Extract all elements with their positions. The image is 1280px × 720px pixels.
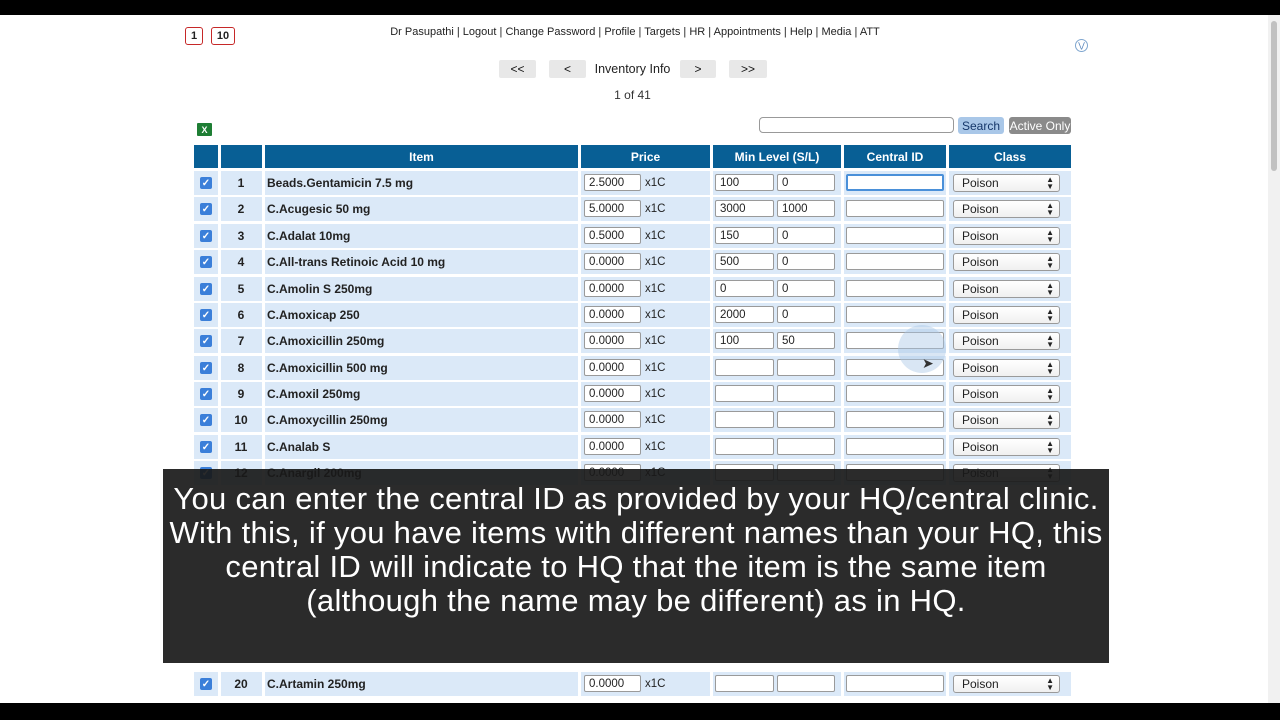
item-name: C.Amoxicillin 500 mg xyxy=(267,361,388,375)
min-level-s-input[interactable] xyxy=(715,438,774,455)
central-id-input[interactable] xyxy=(846,438,944,455)
min-level-l-input[interactable] xyxy=(777,385,835,402)
row-number: 10 xyxy=(234,413,248,427)
item-name: C.Amoxicap 250 xyxy=(267,308,360,322)
price-input[interactable]: 0.0000 xyxy=(584,306,641,323)
row-number: 11 xyxy=(234,440,248,454)
row-number: 5 xyxy=(237,282,245,296)
central-id-input[interactable] xyxy=(846,227,944,244)
nav-separator: | xyxy=(680,26,690,38)
price-unit: x1C xyxy=(645,362,666,374)
select-arrows-icon: ▲ ▼ xyxy=(1046,412,1054,428)
class-select-value: Poison xyxy=(962,202,999,216)
price-input[interactable]: 0.0000 xyxy=(584,280,641,297)
min-level-s-input[interactable]: 0 xyxy=(715,280,774,297)
page-count: 1 of 41 xyxy=(614,88,651,102)
min-level-l-input[interactable] xyxy=(777,411,835,428)
price-input[interactable]: 0.0000 xyxy=(584,411,641,428)
row-checkbox[interactable]: ✓ xyxy=(201,283,211,295)
excel-export-icon[interactable]: X xyxy=(197,123,212,136)
collapse-icon[interactable]: ⋁ xyxy=(1075,39,1088,52)
price-unit: x1C xyxy=(645,441,666,453)
header-class: Class xyxy=(949,145,1071,168)
item-name: Beads.Gentamicin 7.5 mg xyxy=(267,176,414,190)
class-select[interactable] xyxy=(953,227,1060,245)
table-row xyxy=(194,408,1071,432)
page-box-1[interactable]: 1 xyxy=(185,27,203,45)
class-select[interactable] xyxy=(953,675,1060,693)
first-page-button[interactable]: << xyxy=(499,60,536,78)
min-level-s-input[interactable]: 3000 xyxy=(715,200,774,217)
min-level-l-input[interactable]: 50 xyxy=(777,332,835,349)
table-row xyxy=(194,224,1071,248)
table-row xyxy=(194,277,1071,301)
page-title: Inventory Info xyxy=(594,62,671,76)
class-select-value: Poison xyxy=(962,229,999,243)
header-price: Price xyxy=(581,145,710,168)
inventory-page xyxy=(0,15,1280,703)
price-unit: x1C xyxy=(645,388,666,400)
select-arrows-icon: ▲ ▼ xyxy=(1046,228,1054,244)
search-button[interactable]: Search xyxy=(958,117,1004,134)
table-row xyxy=(194,672,1071,696)
select-arrows-icon: ▲ ▼ xyxy=(1046,281,1054,297)
price-unit: x1C xyxy=(645,678,666,690)
row-checkbox[interactable]: ✓ xyxy=(201,441,211,453)
min-level-s-input[interactable]: 100 xyxy=(715,332,774,349)
nav-separator: | xyxy=(705,26,714,38)
price-unit: x1C xyxy=(645,309,666,321)
central-id-input[interactable] xyxy=(846,280,944,297)
nav-link-change-password[interactable]: Change Password xyxy=(505,26,596,38)
class-select[interactable] xyxy=(953,174,1060,192)
header-item: Item xyxy=(265,145,578,168)
prev-page-button[interactable]: < xyxy=(549,60,586,78)
page-box-10[interactable]: 10 xyxy=(211,27,235,45)
active-only-button[interactable]: Active Only xyxy=(1009,118,1071,133)
last-page-button[interactable]: >> xyxy=(729,60,767,78)
price-unit: x1C xyxy=(645,335,666,347)
price-input[interactable]: 0.0000 xyxy=(584,332,641,349)
row-checkbox[interactable]: ✓ xyxy=(201,388,211,400)
class-select-value: Poison xyxy=(962,387,999,401)
item-name: C.Artamin 250mg xyxy=(267,677,366,691)
min-level-s-input[interactable] xyxy=(715,385,774,402)
select-arrows-icon: ▲ ▼ xyxy=(1046,333,1054,349)
central-id-input[interactable] xyxy=(846,306,944,323)
nav-link-help[interactable]: Help xyxy=(789,26,813,38)
central-id-input[interactable] xyxy=(846,385,944,402)
select-arrows-icon: ▲ ▼ xyxy=(1046,386,1054,402)
price-unit: x1C xyxy=(645,230,666,242)
row-number: 2 xyxy=(237,202,245,216)
row-checkbox[interactable]: ✓ xyxy=(201,362,211,374)
top-nav xyxy=(380,26,890,38)
nav-link-att[interactable]: ATT xyxy=(859,26,880,38)
scrollbar-thumb[interactable] xyxy=(1271,21,1277,171)
item-name: C.Amoxicillin 250mg xyxy=(267,334,385,348)
min-level-l-input[interactable]: 0 xyxy=(777,253,835,270)
price-input[interactable]: 0.0000 xyxy=(584,385,641,402)
item-name: C.Adalat 10mg xyxy=(267,229,351,243)
min-level-s-input[interactable]: 150 xyxy=(715,227,774,244)
price-input[interactable]: 0.0000 xyxy=(584,253,641,270)
price-input[interactable]: 0.5000 xyxy=(584,227,641,244)
class-select[interactable] xyxy=(953,306,1060,324)
select-arrows-icon: ▲ ▼ xyxy=(1046,439,1054,455)
nav-link-appointments[interactable]: Appointments xyxy=(713,26,781,38)
item-name: C.All-trans Retinoic Acid 10 mg xyxy=(267,255,446,269)
row-number: 6 xyxy=(237,308,245,322)
row-number: 4 xyxy=(237,255,245,269)
row-checkbox[interactable]: ✓ xyxy=(201,256,211,268)
nav-separator: | xyxy=(453,26,463,38)
class-select[interactable] xyxy=(953,200,1060,218)
item-name: C.Amolin S 250mg xyxy=(267,282,373,296)
min-level-l-input[interactable]: 0 xyxy=(777,280,835,297)
price-input[interactable]: 5.0000 xyxy=(584,200,641,217)
min-level-s-input[interactable] xyxy=(715,675,774,692)
page-scrollbar[interactable] xyxy=(1268,15,1280,703)
nav-link-media[interactable]: Media xyxy=(821,26,852,38)
class-select-value: Poison xyxy=(962,176,999,190)
min-level-s-input[interactable] xyxy=(715,359,774,376)
price-unit: x1C xyxy=(645,177,666,189)
price-input[interactable]: 2.5000 xyxy=(584,174,641,191)
price-unit: x1C xyxy=(645,283,666,295)
min-level-l-input[interactable]: 1000 xyxy=(777,200,835,217)
row-number: 9 xyxy=(237,387,245,401)
select-arrows-icon: ▲ ▼ xyxy=(1046,201,1054,217)
row-number: 7 xyxy=(237,334,245,348)
nav-link-logout[interactable]: Logout xyxy=(462,26,497,38)
class-select-value: Poison xyxy=(962,308,999,322)
price-input[interactable]: 0.0000 xyxy=(584,675,641,692)
min-level-s-input[interactable]: 500 xyxy=(715,253,774,270)
row-checkbox[interactable]: ✓ xyxy=(201,203,211,215)
nav-link-targets[interactable]: Targets xyxy=(644,26,681,38)
nav-separator: | xyxy=(496,26,506,38)
price-input[interactable]: 0.0000 xyxy=(584,359,641,376)
nav-link-dr-pasupathi[interactable]: Dr Pasupathi xyxy=(390,26,454,38)
min-level-l-input[interactable]: 0 xyxy=(777,174,835,191)
nav-separator: | xyxy=(780,26,790,38)
row-checkbox[interactable]: ✓ xyxy=(201,177,211,189)
select-arrows-icon: ▲ ▼ xyxy=(1046,175,1054,191)
header-checkbox-col xyxy=(194,145,218,168)
min-level-s-input[interactable]: 100 xyxy=(715,174,774,191)
row-checkbox[interactable]: ✓ xyxy=(201,335,211,347)
header-central-id: Central ID xyxy=(844,145,946,168)
table-row xyxy=(194,303,1071,327)
table-row xyxy=(194,250,1071,274)
next-page-button[interactable]: > xyxy=(680,60,716,78)
select-arrows-icon: ▲ ▼ xyxy=(1046,360,1054,376)
min-level-l-input[interactable]: 0 xyxy=(777,306,835,323)
min-level-l-input[interactable] xyxy=(777,438,835,455)
row-number: 20 xyxy=(234,677,248,691)
row-number: 1 xyxy=(237,176,245,190)
class-select-value: Poison xyxy=(962,413,999,427)
class-select-value: Poison xyxy=(962,282,999,296)
class-select[interactable] xyxy=(953,253,1060,271)
price-unit: x1C xyxy=(645,256,666,268)
row-checkbox[interactable]: ✓ xyxy=(201,309,211,321)
class-select-value: Poison xyxy=(962,677,999,691)
class-select-value: Poison xyxy=(962,334,999,348)
min-level-l-input[interactable]: 0 xyxy=(777,227,835,244)
central-id-input[interactable] xyxy=(846,174,944,191)
search-input[interactable] xyxy=(759,117,954,133)
table-row xyxy=(194,197,1071,221)
nav-separator: | xyxy=(635,26,645,38)
nav-separator: | xyxy=(595,26,605,38)
row-number: 3 xyxy=(237,229,245,243)
row-number: 8 xyxy=(237,361,245,375)
table-row xyxy=(194,435,1071,459)
nav-separator: | xyxy=(812,26,822,38)
row-checkbox[interactable]: ✓ xyxy=(201,230,211,242)
min-level-l-input[interactable] xyxy=(777,675,835,692)
cursor-icon: ➤ xyxy=(922,355,934,371)
class-select-value: Poison xyxy=(962,361,999,375)
select-arrows-icon: ▲ ▼ xyxy=(1046,307,1054,323)
class-select-value: Poison xyxy=(962,440,999,454)
item-name: C.Analab S xyxy=(267,440,331,454)
min-level-s-input[interactable] xyxy=(715,411,774,428)
table-row xyxy=(194,171,1071,195)
price-unit: x1C xyxy=(645,414,666,426)
header-min-level: Min Level (S/L) xyxy=(713,145,841,168)
class-select[interactable] xyxy=(953,385,1060,403)
item-name: C.Acugesic 50 mg xyxy=(267,202,371,216)
class-select[interactable] xyxy=(953,280,1060,298)
header-number-col xyxy=(221,145,262,168)
class-select[interactable] xyxy=(953,359,1060,377)
item-name: C.Amoxycillin 250mg xyxy=(267,413,388,427)
central-id-input[interactable] xyxy=(846,411,944,428)
select-arrows-icon: ▲ ▼ xyxy=(1046,254,1054,270)
row-checkbox[interactable]: ✓ xyxy=(201,414,211,426)
min-level-l-input[interactable] xyxy=(777,359,835,376)
price-input[interactable]: 0.0000 xyxy=(584,438,641,455)
central-id-input[interactable] xyxy=(846,675,944,692)
class-select[interactable] xyxy=(953,438,1060,456)
nav-link-hr[interactable]: HR xyxy=(689,26,706,38)
row-checkbox[interactable]: ✓ xyxy=(201,678,211,690)
nav-separator: | xyxy=(851,26,860,38)
price-unit: x1C xyxy=(645,203,666,215)
central-id-input[interactable] xyxy=(846,200,944,217)
table-row xyxy=(194,382,1071,406)
class-select-value: Poison xyxy=(962,255,999,269)
class-select[interactable] xyxy=(953,332,1060,350)
subtitle-caption: You can enter the central ID as provided by your HQ/central clinic. With this, if you have items with different names than your HQ, this central ID will indicate to HQ that the item is the same item (although the name may be different) as in HQ. xyxy=(163,469,1109,663)
central-id-input[interactable] xyxy=(846,253,944,270)
class-select[interactable] xyxy=(953,411,1060,429)
item-name: C.Amoxil 250mg xyxy=(267,387,361,401)
select-arrows-icon: ▲ ▼ xyxy=(1046,676,1054,692)
nav-link-profile[interactable]: Profile xyxy=(604,26,636,38)
min-level-s-input[interactable]: 2000 xyxy=(715,306,774,323)
